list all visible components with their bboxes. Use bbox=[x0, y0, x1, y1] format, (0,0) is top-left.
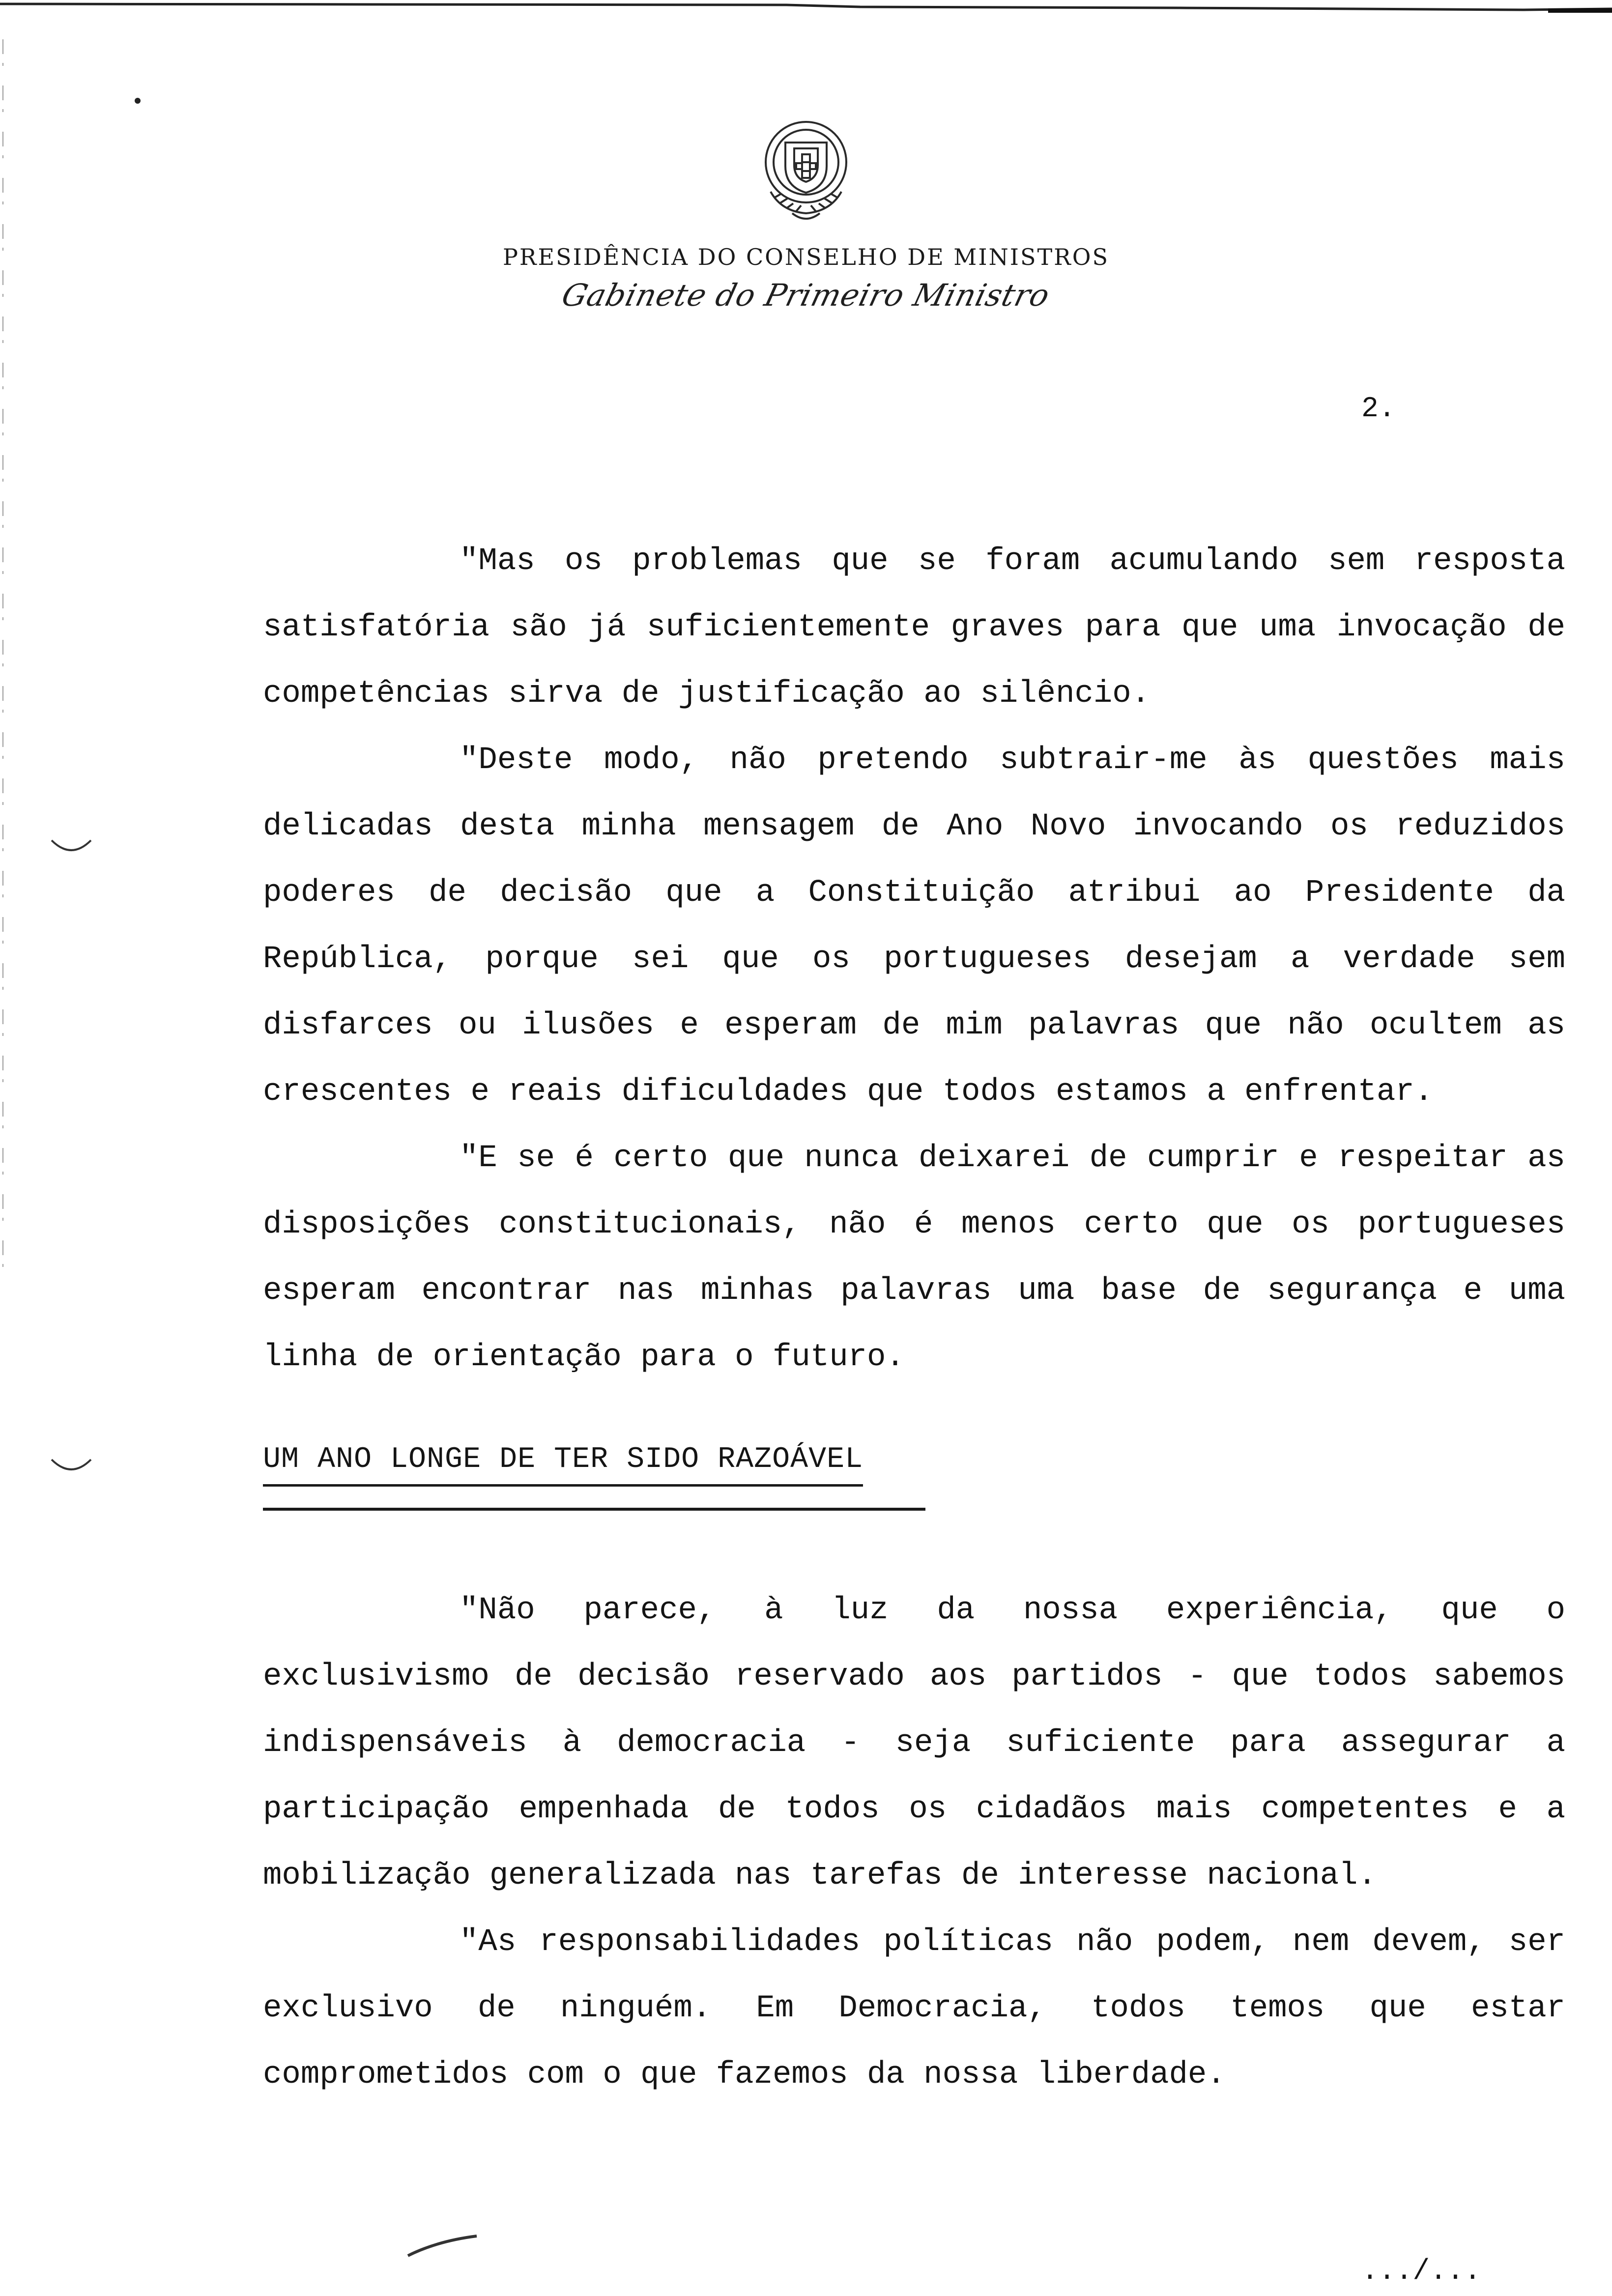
section-heading: UM ANO LONGE DE TER SIDO RAZOÁVEL bbox=[263, 1440, 863, 1487]
continuation-mark: .../... bbox=[1361, 2256, 1481, 2288]
paragraph: "Deste modo, não pretendo subtrair-me às questões mais delicadas desta minha mensagem de Ano Novo invocando os reduzidos poderes de decisão que a Constituição atribui ao Presidente da República, porque sei que os portugueses desejam a verdade sem disfarces ou ilusões e esperam de mim palavras que não ocultem as crescentes e reais dificuldades que todos estamos a enfrentar. bbox=[263, 743, 1565, 1110]
heading-double-underline bbox=[263, 1508, 925, 1511]
paragraph: "As responsabilidades políticas não podem, nem devem, ser exclusivo de ninguém. Em Democracia, todos temos que estar comprometidos com o que fazemos da nossa liberdade. bbox=[263, 1924, 1565, 2093]
margin-mark bbox=[49, 835, 93, 865]
paragraph: "E se é certo que nunca deixarei de cumprir e respeitar as disposições constitucionais, não é menos certo que os portugueses esperam encontrar nas minhas palavras uma base de segurança e uma linha de orientação para o futuro. bbox=[263, 1141, 1565, 1375]
margin-mark bbox=[403, 2231, 482, 2261]
coat-of-arms-seal-icon bbox=[747, 108, 865, 226]
paragraph: "Não parece, à luz da nossa experiência, que o exclusivismo de decisão reservado aos partidos - que todos sabemos indispensáveis à democracia - seja suficiente para assegurar a participação empenhada de todos os cidadãos mais competentes e a mobilização generalizada nas tarefas de interesse nacional. bbox=[263, 1593, 1565, 1894]
paragraph: "Mas os problemas que se foram acumulando sem resposta satisfatória são já suficientemente graves para que uma invocação de competências sirva de justificação ao silêncio. bbox=[263, 544, 1565, 712]
body-section-1 bbox=[263, 528, 1565, 1391]
page-number: 2. bbox=[1361, 393, 1396, 425]
margin-mark bbox=[49, 1455, 93, 1484]
letterhead bbox=[0, 108, 1612, 313]
scan-dot bbox=[130, 93, 145, 108]
body-section-2 bbox=[263, 1578, 1565, 2108]
institution-name: PRESIDÊNCIA DO CONSELHO DE MINISTROS bbox=[502, 244, 1110, 270]
scan-top-rule bbox=[0, 0, 1612, 13]
department-name-script: Gabinete do Primeiro Ministro bbox=[558, 277, 1054, 313]
